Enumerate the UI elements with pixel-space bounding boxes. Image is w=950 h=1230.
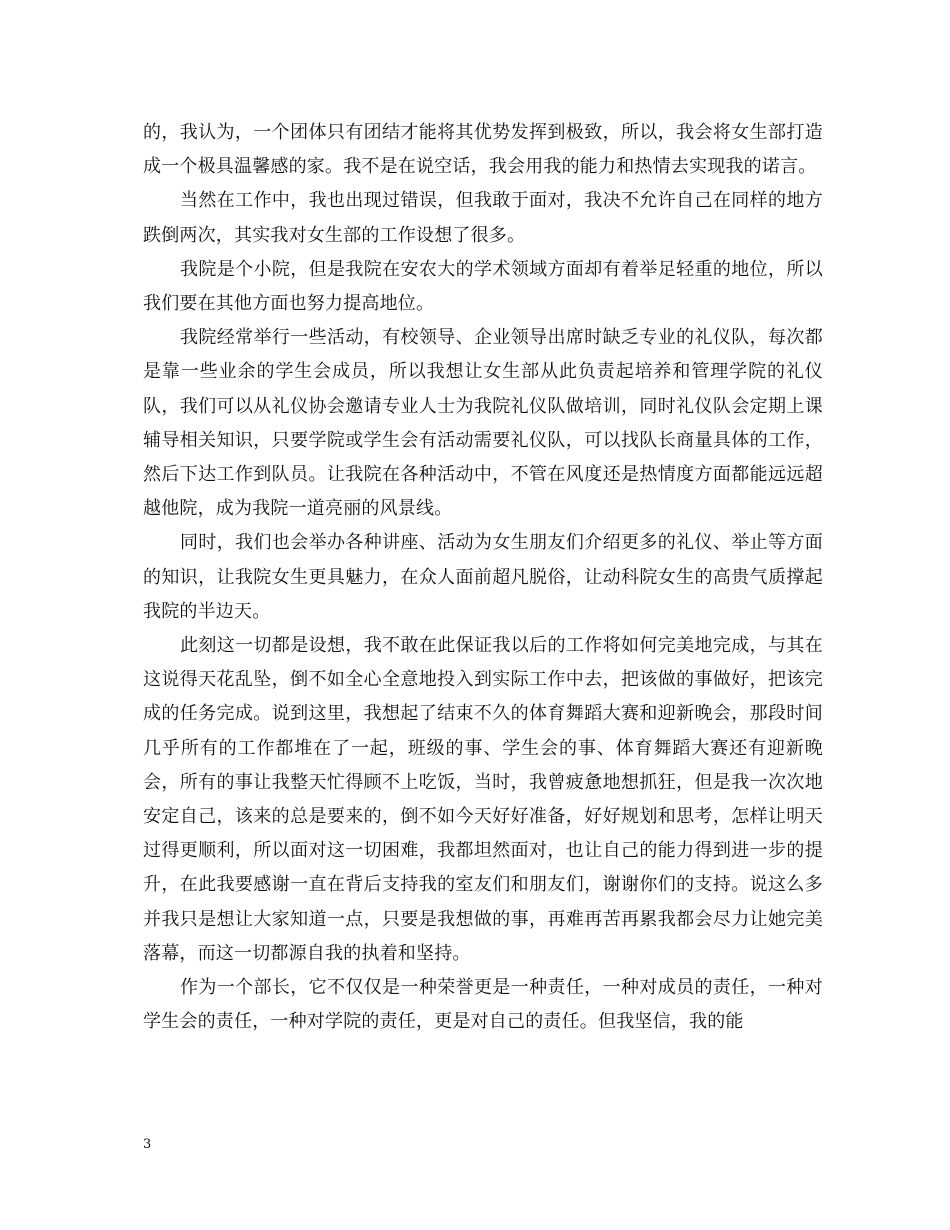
paragraph-6: 此刻这一切都是设想，我不敢在此保证我以后的工作将如何完美地完成，与其在这说得天花乱坠，倒不如全心全意地投入到实际工作中去，把该做的事做好，把该完成的任务完成。说到这里，我想起了结束不久的体育舞蹈大赛和迎新晚会，那段时间几乎所有的工作都堆在了一起，班级的事、学生会的事、体育舞蹈大赛还有迎新晚会，所有的事让我整天忙得顾不上吃饭，当时，我曾疲惫地想抓狂，但是我一次次地安定自己，该来的总是要来的，倒不如今天好好准备，好好规划和思考，怎样让明天过得更顺利，所以面对这一切困难，我都坦然面对，也让自己的能力得到进一步的提升，在此我要感谢一直在背后支持我的室友们和朋友们，谢谢你们的支持。说这么多并我只是想让大家知道一点，只要是我想做的事，再难再苦再累我都会尽力让她完美落幕，而这一切都源自我的执着和坚持。: [143, 635, 823, 964]
paragraph-7: 作为一个部长，它不仅仅是一种荣誉更是一种责任，一种对成员的责任，一种对学生会的责任，一种对学院的责任，更是对自己的责任。但我坚信，我的能: [143, 977, 823, 1033]
document-body: [143, 116, 823, 1039]
page-number: 3: [143, 1137, 152, 1152]
paragraph-3: 我院是个小院，但是我院在安农大的学术领域方面却有着举足轻重的地位，所以我们要在其他方面也努力提高地位。: [143, 258, 823, 315]
paragraph-5: 同时，我们也会举办各种讲座、活动为女生朋友们介绍更多的礼仪、举止等方面的知识，让我院女生更具魅力，在众人面前超凡脱俗，让动科院女生的高贵气质撑起我院的半边天。: [143, 532, 823, 622]
paragraph-2: 当然在工作中，我也出现过错误，但我敢于面对，我决不允许自己在同样的地方跌倒两次，其实我对女生部的工作设想了很多。: [143, 190, 823, 246]
paragraph-1: 的，我认为，一个团体只有团结才能将其优势发挥到极致，所以，我会将女生部打造成一个极具温馨感的家。我不是在说空话，我会用我的能力和热情去实现我的诺言。: [143, 122, 823, 178]
paragraph-4: 我院经常举行一些活动，有校领导、企业领导出席时缺乏专业的礼仪队，每次都是靠一些业余的学生会成员，所以我想让女生部从此负责起培养和管理学院的礼仪队，我们可以从礼仪协会邀请专业人士为我院礼仪队做培训，同时礼仪队会定期上课辅导相关知识，只要学院或学生会有活动需要礼仪队，可以找队长商量具体的工作，然后下达工作到队员。让我院在各种活动中，不管在风度还是热情度方面都能远远超越他院，成为我院一道亮丽的风景线。: [143, 327, 823, 520]
